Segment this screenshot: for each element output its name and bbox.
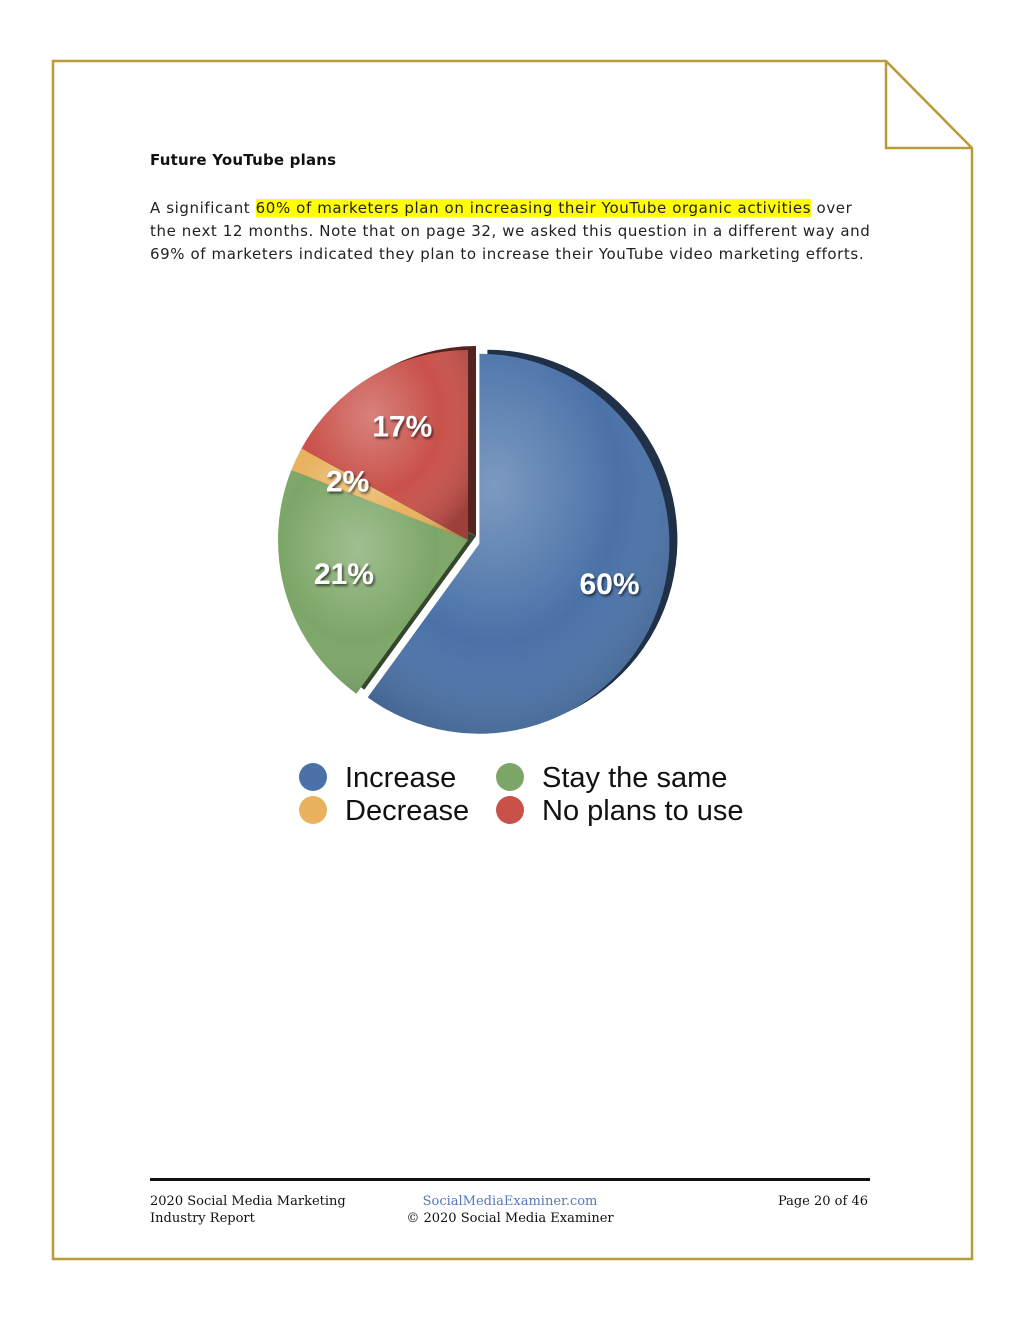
pie-label-stay-the-same: 21%	[313, 557, 374, 591]
footer-copyright: © 2020 Social Media Examiner	[406, 1211, 614, 1226]
legend-label-decrease: Decrease	[345, 795, 470, 827]
legend-swatch-stay-the-same	[496, 763, 524, 791]
legend-swatch-increase	[299, 763, 327, 791]
footer-report-line1: 2020 Social Media Marketing	[150, 1194, 346, 1209]
section-heading: Future YouTube plans	[150, 151, 337, 169]
footer-rule	[150, 1178, 870, 1181]
pie-label-no-plans-to-use: 17%	[372, 410, 433, 444]
footer-page-number: Page 20 of 46	[777, 1194, 868, 1209]
footer-report-title	[150, 1193, 346, 1227]
legend-swatch-decrease	[299, 796, 327, 824]
legend-swatch-no-plans-to-use	[496, 796, 524, 824]
legend-label-no-plans-to-use: No plans to use	[542, 795, 744, 827]
pie-legend	[299, 762, 744, 827]
pie-label-increase: 60%	[579, 567, 640, 601]
footer-center	[400, 1193, 620, 1227]
intro-highlight: 60% of marketers plan on increasing their YouTube organic activities	[255, 199, 812, 217]
legend-label-stay-the-same: Stay the same	[542, 762, 728, 794]
pie-label-decrease: 2%	[325, 465, 370, 499]
intro-text-before: A significant	[150, 199, 256, 217]
footer-website-link[interactable]: SocialMediaExaminer.com	[422, 1194, 598, 1209]
footer-report-line2: Industry Report	[150, 1211, 255, 1226]
intro-text-after: over the next 12 months. Note that on page 32, we asked this question in a different way and 69% of marketers indicated they plan to increase their YouTube video marketing efforts.	[150, 199, 871, 263]
legend-label-increase: Increase	[345, 762, 457, 794]
